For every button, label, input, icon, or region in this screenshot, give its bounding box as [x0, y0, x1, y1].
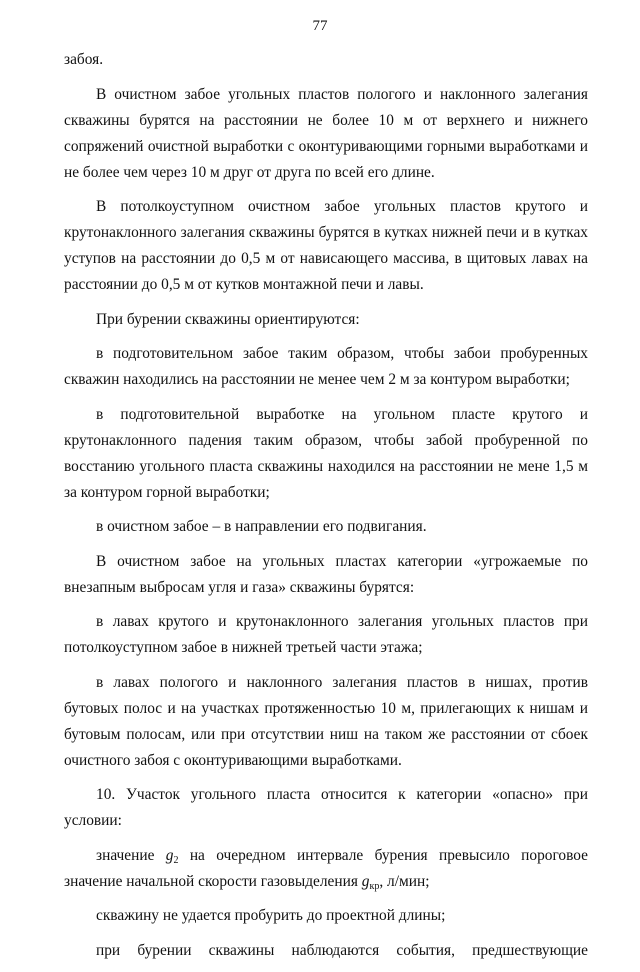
paragraph-gas-threshold [64, 843, 588, 895]
subscript-kr: кр [369, 880, 380, 892]
text-fragment: значение [96, 846, 166, 864]
paragraph-steep-longwalls: в лавах крутого и крутонаклонного залегания угольных пластов при потолкоуступном забое в нижней третьей части этажа; [64, 613, 588, 656]
paragraph-orientation-intro: При бурении скважины ориентируются: [96, 310, 360, 328]
paragraph-continuation: забоя. [64, 51, 104, 68]
paragraph-steep-seams: В потолкоуступном очистном забое угольных пластов крутого и крутонаклонного залегания скважины бурятся в кутках нижней печи и в кутках уступов на расстоянии до 0,5 м от нависающего массива, в щитовых лавах на расстоянии до 0,5 м от кутков монтажной печи и лавы. [64, 198, 588, 293]
variable-gkr: g [361, 872, 370, 890]
document-body [64, 47, 588, 972]
text-fragment: , л/мин; [379, 872, 430, 890]
paragraph-borehole-spacing: В очистном забое угольных пластов пологого и наклонного залегания скважины бурятся на расстоянии не более 10 м от верхнего и нижнего сопряжений очистной выработки с оконтуривающими горными выработками и не более чем через 10 м друг от друга по всей его длине. [64, 85, 588, 181]
paragraph-development-face: в подготовительном забое таким образом, чтобы забои пробуренных скважин находились на расстоянии не менее чем 2 м за контуром выработки; [64, 345, 588, 388]
paragraph-item-10: 10. Участок угольного пласта относится к категории «опасно» при условии: [64, 786, 588, 829]
variable-g2: g [165, 846, 174, 864]
text-fragment: на очередном интервале бурения превысило пороговое значение начальной скорости газовыделения [64, 846, 588, 890]
paragraph-flat-longwalls: в лавах пологого и наклонного залегания пластов в нишах, против бутовых полос и на участках протяженностью 10 м, прилегающих к нишам и бутовым полосам, или при отсутствии ниш на таком же расстоянии от сбоек очистного забоя с оконтуривающими выработками. [64, 673, 588, 769]
paragraph-development-working: в подготовительной выработке на угольном пласте крутого и крутонаклонного падения таким образом, чтобы забой пробуренной по восстанию угольного пласта скважины находился на расстоянии не мене 1,5 м за контуром горной выработки; [64, 405, 588, 501]
paragraph-stoping-face: в очистном забое – в направлении его подвигания. [96, 518, 427, 535]
paragraph-design-length: скважину не удается пробурить до проектной длины; [96, 907, 446, 924]
paragraph-threatened-category: В очистном забое на угольных пластах категории «угрожаемые по внезапным выбросам угля и газа» скважины бурятся: [64, 552, 588, 596]
subscript-2: 2 [173, 854, 179, 866]
page-number: 77 [312, 18, 328, 34]
paragraph-drilling-events: при бурении скважины наблюдаются события, предшествующие [96, 941, 588, 959]
